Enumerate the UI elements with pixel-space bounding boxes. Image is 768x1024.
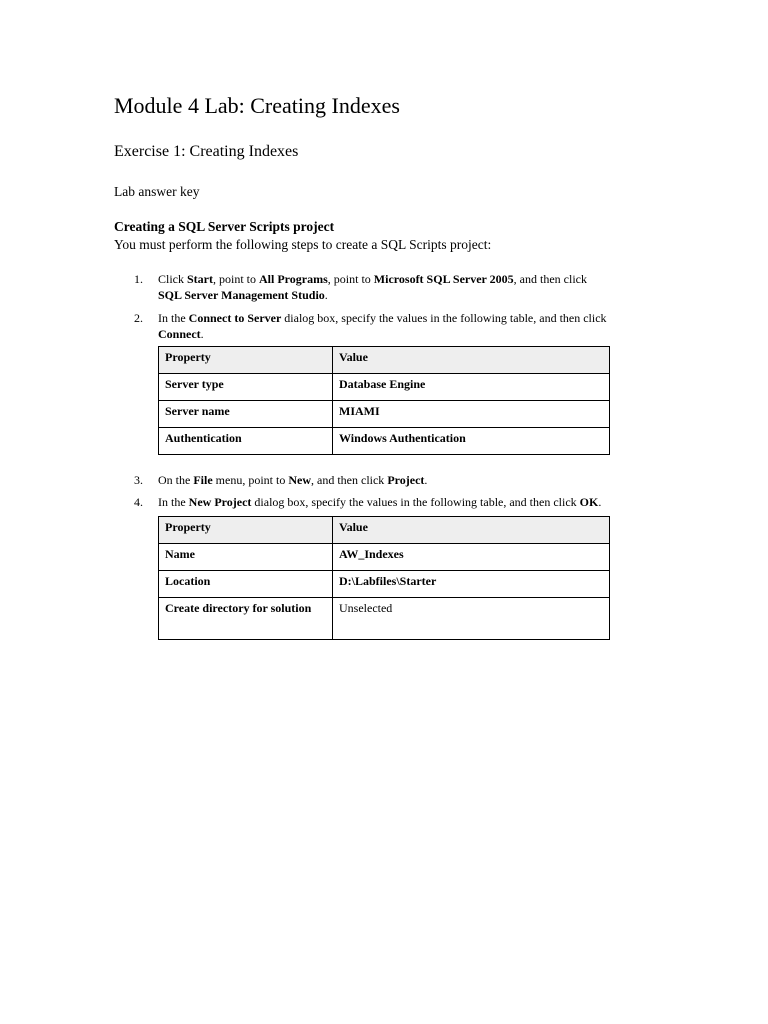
step-text-run: On the: [158, 473, 194, 487]
table-row: [159, 374, 610, 401]
property-cell: Name: [159, 544, 333, 571]
table-row: [159, 428, 610, 455]
step-2: [134, 310, 674, 342]
step-text-run: .: [598, 495, 602, 509]
step-1: [134, 271, 674, 303]
step-text-run: .: [200, 327, 204, 341]
value-cell: MIAMI: [333, 401, 610, 428]
table-row: [159, 544, 610, 571]
step-text-run: dialog box, specify the values in the following table, and then click: [251, 495, 580, 509]
property-cell: Location: [159, 571, 333, 598]
table-header-cell: Property: [159, 347, 333, 374]
table-row: [159, 571, 610, 598]
step-text-run: .: [424, 473, 428, 487]
table-header-row: [159, 517, 610, 544]
step-bold-run: OK: [579, 495, 599, 509]
property-cell: Server type: [159, 374, 333, 401]
step-text-run: Click: [158, 272, 187, 286]
connect-settings-table: [158, 346, 610, 455]
answer-key-label: Lab answer key: [114, 184, 200, 199]
value-cell: Windows Authentication: [333, 428, 610, 455]
step-text: [158, 310, 674, 342]
table-header-cell: Property: [159, 517, 333, 544]
step-text: [158, 271, 674, 303]
step-bold-run: Project: [387, 473, 425, 487]
value-cell: AW_Indexes: [333, 544, 610, 571]
step-number: 3.: [134, 473, 143, 487]
step-bold-run: All Programs: [259, 272, 328, 286]
step-text-run: menu, point to: [212, 473, 289, 487]
intro-text: You must perform the following steps to create a SQL Scripts project:: [114, 237, 492, 252]
section-heading: Creating a SQL Server Scripts project: [114, 219, 335, 234]
step-text-run: .: [324, 288, 328, 302]
value-cell: Database Engine: [333, 374, 610, 401]
table-header-cell: Value: [333, 347, 610, 374]
exercise-heading: Exercise 1: Creating Indexes: [114, 143, 299, 160]
step-bold-run: New: [288, 473, 311, 487]
step-bold-run: Microsoft SQL Server 2005: [373, 272, 514, 286]
step-text-run: , and then click: [311, 473, 388, 487]
step-text-run: In the: [158, 311, 189, 325]
step-text: [158, 472, 674, 488]
new-project-table: [158, 516, 610, 640]
property-cell: Server name: [159, 401, 333, 428]
step-bold-run: SQL Server Management Studio: [158, 288, 325, 302]
step-4: [134, 494, 674, 510]
step-number: 1.: [134, 272, 143, 286]
page-title: Module 4 Lab: Creating Indexes: [114, 93, 400, 118]
step-bold-run: New Project: [188, 495, 252, 509]
step-3: [134, 472, 674, 488]
table-header-row: [159, 347, 610, 374]
step-bold-run: Connect: [158, 327, 201, 341]
table-header-cell: Value: [333, 517, 610, 544]
table-row: [159, 401, 610, 428]
step-text-run: , and then click: [513, 272, 587, 286]
step-text: [158, 494, 674, 510]
step-text-run: , point to: [327, 272, 374, 286]
table-row: [159, 598, 610, 640]
step-text-run: In the: [158, 495, 189, 509]
step-text-run: dialog box, specify the values in the following table, and then click: [281, 311, 607, 325]
value-cell: D:\Labfiles\Starter: [333, 571, 610, 598]
property-cell: Authentication: [159, 428, 333, 455]
step-text-run: , point to: [213, 272, 260, 286]
step-bold-run: File: [193, 473, 213, 487]
step-bold-run: Connect to Server: [188, 311, 282, 325]
step-bold-run: Start: [187, 272, 213, 286]
step-number: 2.: [134, 311, 143, 325]
property-cell: Create directory for solution: [159, 598, 333, 640]
step-number: 4.: [134, 495, 143, 509]
value-cell: Unselected: [333, 598, 610, 640]
